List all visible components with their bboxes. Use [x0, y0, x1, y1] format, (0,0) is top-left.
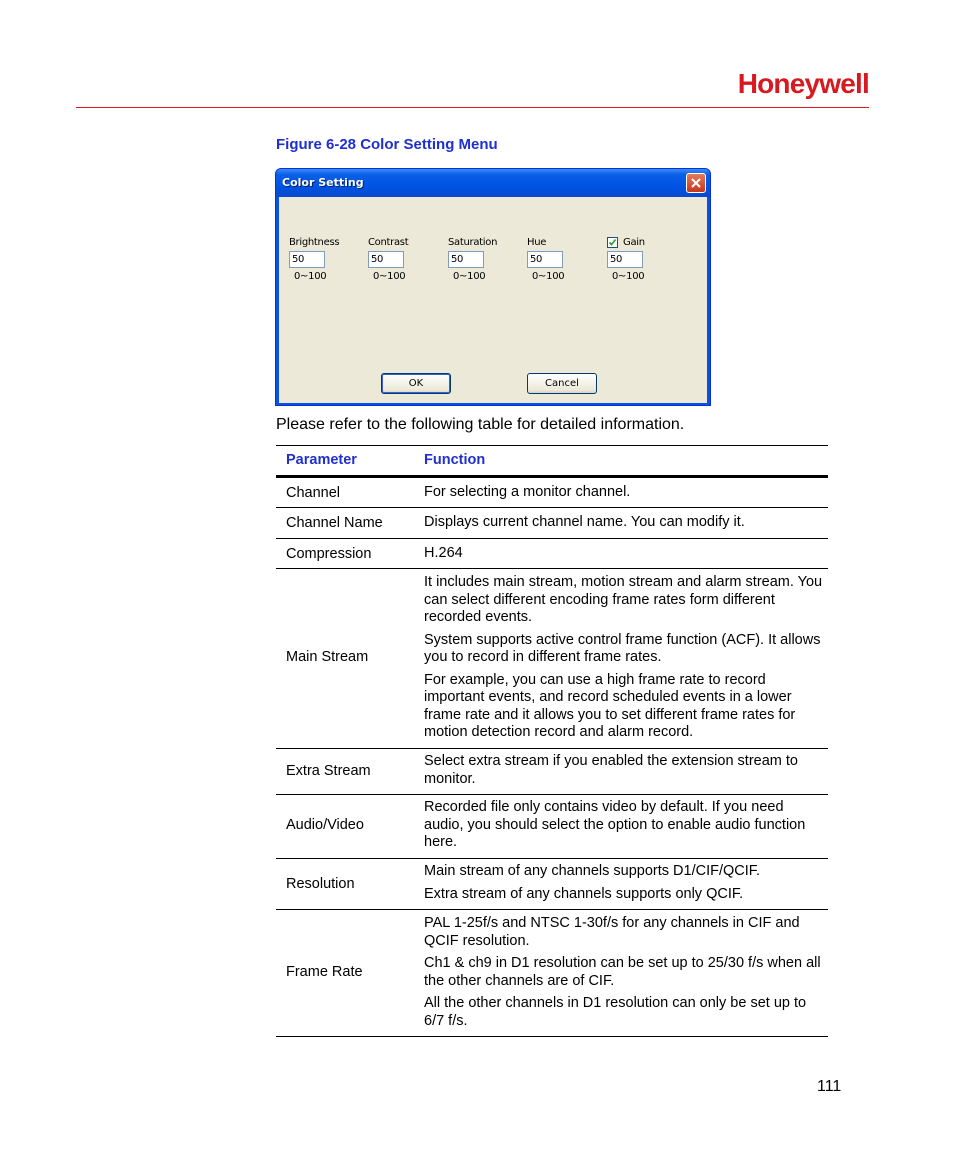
intro-text: Please refer to the following table for detailed information.: [276, 416, 685, 433]
header-function: Function: [424, 452, 486, 468]
brightness-label: Brightness: [289, 237, 340, 248]
param-cell: Resolution: [286, 876, 355, 892]
function-cell: [424, 545, 824, 568]
function-text: Extra stream of any channels supports only QCIF.: [424, 885, 744, 902]
dialog-titlebar[interactable]: [276, 169, 710, 197]
table-row: [276, 569, 828, 749]
header-parameter: Parameter: [286, 452, 357, 468]
function-text: For selecting a monitor channel.: [424, 484, 631, 500]
table-row: [276, 478, 828, 508]
table-header-row: [276, 445, 828, 478]
function-text: H.264: [424, 545, 463, 561]
gain-checkbox[interactable]: [607, 237, 618, 248]
brightness-input[interactable]: 50: [289, 251, 325, 268]
checkmark-icon: [608, 238, 617, 247]
param-cell: Audio/Video: [286, 817, 364, 833]
param-cell: Frame Rate: [286, 964, 363, 980]
saturation-input[interactable]: 50: [448, 251, 484, 268]
function-text: It includes main stream, motion stream and alarm stream. You can select different encoding frame rates form different recorded events.: [424, 574, 823, 625]
function-cell: [424, 799, 824, 857]
param-cell: Compression: [286, 546, 372, 562]
table-row: [276, 795, 828, 859]
table-row: [276, 859, 828, 910]
function-cell: [424, 484, 824, 507]
contrast-input[interactable]: 50: [368, 251, 404, 268]
contrast-range: 0~100: [373, 271, 406, 282]
function-text: All the other channels in D1 resolution can only be set up to 6/7 f/s.: [424, 995, 807, 1029]
param-cell: Extra Stream: [286, 763, 371, 779]
brightness-range: 0~100: [294, 271, 327, 282]
cancel-button[interactable]: Cancel: [527, 373, 597, 394]
brightness-field: [289, 197, 359, 287]
table-row: [276, 749, 828, 795]
figure-caption: Figure 6-28 Color Setting Menu: [276, 136, 498, 153]
ok-button[interactable]: OK: [381, 373, 451, 394]
table-row: [276, 508, 828, 539]
function-cell: [424, 863, 824, 908]
function-text: Ch1 & ch9 in D1 resolution can be set up to 25/30 f/s when all the other channels are of CIF.: [424, 955, 821, 989]
close-icon: [690, 177, 702, 189]
function-text: For example, you can use a high frame rate to record important events, and record scheduled events in a lower frame rate and it allows you to set different frame rates for motion detection record and alarm record.: [424, 671, 796, 740]
function-text: Select extra stream if you enabled the extension stream to monitor.: [424, 753, 798, 787]
function-text: Displays current channel name. You can modify it.: [424, 514, 745, 530]
page-number: 111: [817, 1078, 842, 1095]
function-text: Main stream of any channels supports D1/CIF/QCIF.: [424, 863, 761, 879]
function-text: System supports active control frame function (ACF). It allows you to record in different frame rates.: [424, 631, 821, 665]
function-cell: [424, 753, 824, 793]
dialog-client-area: [279, 197, 707, 403]
function-cell: [424, 514, 824, 537]
gain-label: Gain: [623, 237, 645, 248]
function-text: PAL 1-25f/s and NTSC 1-30f/s for any channels in CIF and QCIF resolution.: [424, 915, 800, 949]
header-rule: [76, 107, 869, 108]
gain-range: 0~100: [612, 271, 645, 282]
table-row: [276, 910, 828, 1037]
param-cell: Channel Name: [286, 515, 383, 531]
saturation-field: [448, 197, 518, 287]
function-cell: [424, 574, 824, 747]
hue-field: [527, 197, 597, 287]
honeywell-logo: Honeywell: [737, 68, 869, 99]
table-row: [276, 539, 828, 569]
function-cell: [424, 915, 824, 1035]
contrast-field: [368, 197, 438, 287]
hue-range: 0~100: [532, 271, 565, 282]
close-button[interactable]: [686, 173, 706, 193]
param-cell: Channel: [286, 485, 341, 501]
saturation-range: 0~100: [453, 271, 486, 282]
gain-field: [607, 197, 677, 287]
saturation-label: Saturation: [448, 237, 498, 248]
function-text: Recorded file only contains video by default. If you need audio, you should select the option to enable audio function here.: [424, 799, 806, 850]
color-setting-dialog: [275, 168, 711, 406]
hue-input[interactable]: 50: [527, 251, 563, 268]
dialog-title: Color Setting: [282, 176, 364, 189]
hue-label: Hue: [527, 237, 547, 248]
gain-input[interactable]: 50: [607, 251, 643, 268]
param-cell: Main Stream: [286, 649, 369, 665]
contrast-label: Contrast: [368, 237, 409, 248]
